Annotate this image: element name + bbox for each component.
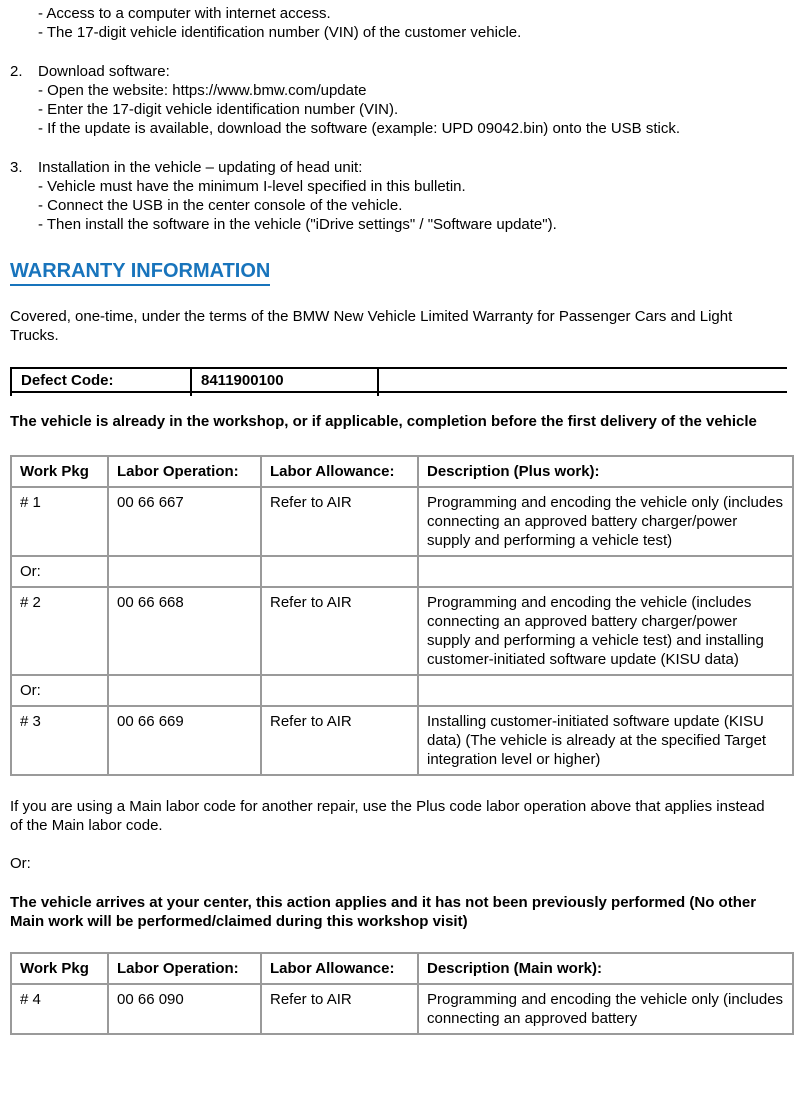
table-row-or bbox=[11, 675, 793, 706]
step-3-title: Installation in the vehicle – updating of head unit: bbox=[38, 159, 363, 176]
column-header-labor-allowance: Labor Allowance: bbox=[261, 953, 418, 984]
step-2-title-row bbox=[10, 62, 787, 81]
step-2-item: - Open the website: https://www.bmw.com/update bbox=[38, 82, 367, 99]
prerequisite-item: - The 17-digit vehicle identification number (VIN) of the customer vehicle. bbox=[38, 24, 522, 41]
labor-allowance-cell: Refer to AIR bbox=[261, 487, 418, 556]
table-row bbox=[11, 984, 793, 1034]
main-labor-note: If you are using a Main labor code for another repair, use the Plus code labor operation above that applies instead of the Main labor code. bbox=[10, 798, 765, 834]
description-cell: Programming and encoding the vehicle (includes connecting an approved battery charger/power supply and performing a vehicle test) and installing customer-initiated software update (KISU data) bbox=[418, 587, 793, 675]
step-2-item: - Enter the 17-digit vehicle identification number (VIN). bbox=[38, 101, 399, 118]
labor-operation-cell: 00 66 667 bbox=[108, 487, 261, 556]
column-header-labor-operation: Labor Operation: bbox=[108, 953, 261, 984]
table-row-or bbox=[11, 556, 793, 587]
work-pkg-cell: # 3 bbox=[11, 706, 108, 775]
table-row bbox=[11, 706, 793, 775]
column-header-labor-allowance: Labor Allowance: bbox=[261, 456, 418, 487]
column-header-work-pkg: Work Pkg bbox=[11, 953, 108, 984]
or-label: Or: bbox=[10, 855, 31, 872]
main-work-table-header-row bbox=[11, 953, 793, 984]
plus-work-table-header-row bbox=[11, 456, 793, 487]
defect-code-empty-cell bbox=[378, 368, 787, 392]
table-row bbox=[11, 487, 793, 556]
step-3-title-row bbox=[10, 158, 787, 177]
step-2-title: Download software: bbox=[38, 63, 170, 80]
step-2-item: - If the update is available, download the software (example: UPD 09042.bin) onto the USB stick. bbox=[38, 120, 681, 137]
step-2-number: 2. bbox=[10, 63, 23, 80]
step-3-item: - Then install the software in the vehicle ("iDrive settings" / "Software update"). bbox=[38, 216, 557, 233]
step-3-number: 3. bbox=[10, 159, 23, 176]
description-cell: Programming and encoding the vehicle only (includes connecting an approved battery bbox=[418, 984, 793, 1034]
workshop-case-heading: The vehicle is already in the workshop, or if applicable, completion before the first delivery of the vehicle bbox=[10, 413, 757, 430]
step-3-item: - Connect the USB in the center console of the vehicle. bbox=[38, 197, 403, 214]
defect-code-table bbox=[10, 367, 787, 396]
or-cell: Or: bbox=[11, 675, 108, 706]
plus-work-table bbox=[10, 455, 794, 776]
work-pkg-cell: # 4 bbox=[11, 984, 108, 1034]
arrival-case-heading: The vehicle arrives at your center, this action applies and it has not been previously performed (No other Main work will be performed/claimed during this workshop visit) bbox=[10, 894, 757, 930]
labor-allowance-cell: Refer to AIR bbox=[261, 984, 418, 1034]
defect-code-row bbox=[11, 368, 787, 392]
defect-code-value: 8411900100 bbox=[191, 368, 378, 392]
labor-operation-cell: 00 66 669 bbox=[108, 706, 261, 775]
warranty-information-heading-text: WARRANTY INFORMATION bbox=[10, 259, 270, 286]
column-header-labor-operation: Labor Operation: bbox=[108, 456, 261, 487]
warranty-coverage-paragraph: Covered, one-time, under the terms of the BMW New Vehicle Limited Warranty for Passenger Cars and Light Trucks. bbox=[10, 308, 733, 344]
main-work-table bbox=[10, 952, 794, 1035]
column-header-work-pkg: Work Pkg bbox=[11, 456, 108, 487]
step-2-items bbox=[10, 81, 787, 138]
defect-code-clipped-row bbox=[11, 392, 787, 396]
table-row bbox=[11, 587, 793, 675]
work-pkg-cell: # 2 bbox=[11, 587, 108, 675]
prerequisite-item: - Access to a computer with internet access. bbox=[38, 5, 331, 22]
defect-code-label: Defect Code: bbox=[11, 368, 191, 392]
column-header-description: Description (Main work): bbox=[418, 953, 793, 984]
labor-operation-cell: 00 66 090 bbox=[108, 984, 261, 1034]
work-pkg-cell: # 1 bbox=[11, 487, 108, 556]
warranty-information-heading bbox=[10, 259, 787, 286]
defect-code-table-wrap bbox=[10, 367, 787, 396]
or-cell: Or: bbox=[11, 556, 108, 587]
labor-allowance-cell: Refer to AIR bbox=[261, 587, 418, 675]
prerequisites-list bbox=[10, 4, 787, 42]
step-3-item: - Vehicle must have the minimum I-level specified in this bulletin. bbox=[38, 178, 466, 195]
description-cell: Installing customer-initiated software update (KISU data) (The vehicle is already at the specified Target integration level or higher) bbox=[418, 706, 793, 775]
labor-operation-cell: 00 66 668 bbox=[108, 587, 261, 675]
labor-allowance-cell: Refer to AIR bbox=[261, 706, 418, 775]
step-3-items bbox=[10, 177, 787, 234]
column-header-description: Description (Plus work): bbox=[418, 456, 793, 487]
description-cell: Programming and encoding the vehicle only (includes connecting an approved battery charger/power supply and performing a vehicle test) bbox=[418, 487, 793, 556]
